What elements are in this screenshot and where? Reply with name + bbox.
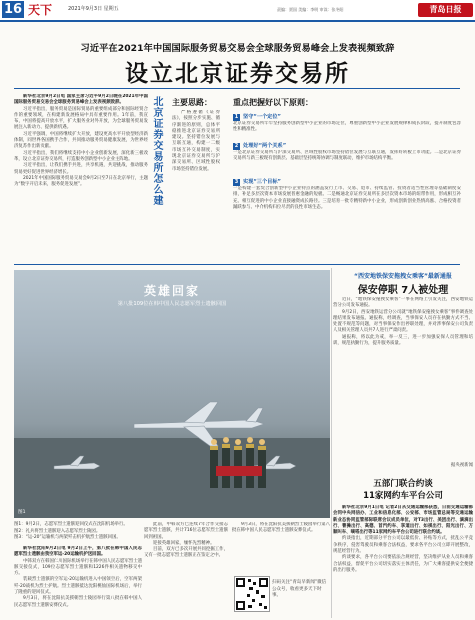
point-title: 坚守“一个定位” [243,114,281,120]
qr-code[interactable] [234,576,270,612]
point-title: 实现“三个目标” [243,179,281,185]
article-paragraph: 中韩双方在韩国仁川国际机场举行在韩中国人民志愿军烈士遗骸交接仪式，109位志愿军烈士遗骸和1226件相关遗物移交中方。 [14,558,142,577]
main-headline: 设立北京证券交易所 [125,60,350,87]
article-byline: 据央视新闻 [451,463,473,468]
photo-title: 英雄回家 [143,284,200,298]
heroes-article-body-cont [144,522,228,616]
article-paragraph: 9月2日，西安地铁运营分公司就“地铁保安拖拽女乘客”事件调查处理结果发布通报。通报称，经调查，当事保安人员存在执勤方式不当、处置不规范等问题，对当事保安作出停职处理，并对涉事保安公司负责人及相关管理人员共7人进行严肃问责。 [333,309,473,334]
article-paragraph: 习近平指出，我们将继续支持中小企业创新发展，深化新三板改革，设立北京证券交易所，打造服务创新型中小企业主阵地。 [14,150,148,162]
article-paragraph: 目前，双方已多次开展共同挖掘工作，又有一批志愿军烈士遗骸正在鉴定之中。 [144,547,228,559]
article-paragraph: 习近平强调，中国将继续扩大开放，建设更高水平开放型经济新体制，同世界各国携手合作，共同推动服务贸易健康发展，为世界经济复苏作出新贡献。 [14,131,148,150]
divider [14,264,460,265]
point-text: 一是北京证券交易所与沪深交易所、区域性股权市场坚持错位发展与互联互通，发挥好转板上市功能。二是北京证券交易所与新三板现有创新层、基础层坚持统筹协调与制度联动，维护市场结构平衡。 [233,150,461,162]
article-paragraph: 9月3日，将在沈阳抗美援朝烈士陵园举行第八批在韩中国人民志愿军烈士遗骸安葬仪式。 [232,522,330,534]
key-points-title: 重点把握好以下原则： [233,98,313,107]
column-divider [331,268,332,618]
news-photo [14,270,330,518]
headline-line: 五部门联合约谈 11家网约车平台公司 [363,479,443,501]
key-point-body [233,150,461,176]
main-ideas-text: 严格遵循《证券法》，按照分步实施、循序渐进的原则，总体平稳推进北京证券交易所建设。坚持错位发展与互联互通，构建一二级市场互补交易制度，实现北京证券交易所与沪深交易所、区域性股权市场坚持错位发展。 [172,110,220,172]
article-lead: 新华社北京9月2日电 国家主席习近平9月2日晚在2021年中国国际服务贸易交易会全球服务贸易峰会上发表视频致辞。 [14,94,148,106]
photo-label: 图1 [18,510,26,515]
point-title: 处理好“两个关系” [243,143,287,149]
point-number: 1 [234,114,239,120]
article-paragraph: 习近平指出，让我们携手共进，共享机遇，共迎挑战，推动服务贸易更好促进世界经济增长。 [14,163,148,175]
caption-line: 图3：“运-20”运输机与两架歼击机护航烈士遗骸回国。 [14,535,121,540]
key-point-heading [233,113,281,121]
article-paragraph: 新华社北京9月1日电 记者2日从交通运输部获悉，日前交通运输部会同中央网信办、工业和信息化部、公安部、市场监管总局等交通运输新业态协同监管部际联席会议成员单位，对T3出行、美团出行、滴滴出行、曹操出行、高德、首汽约车、享道出行、如祺出行、阳光出行、万顺叫车、嘀嗒出行等11家网约车平台公司进行联合约谈。 [333,505,473,536]
article-paragraph: 习近平指出，服务贸易是国际贸易的重要组成部分和国际经贸合作的重要领域，在构建新发展格局中具有重要作用。1年前，我宣布，中国将提高开放水平，扩大服务业对外开放，为全球服务贸易发展注入新动力、提供新机遇。 [14,106,148,131]
article-lead: 新华社沈阳9月2日电 9月2日上午，第八批在韩中国人民志愿军烈士遗骸由我空军运-20运输机护送回国。 [14,546,142,558]
point-text: 一是构建一套契合创新型中小企业特点的涵盖发行上市、交易、退市、持续监管、投资者适当性管理等基础制度安排，补足多层次资本市场发展普惠金融的短板。二是畅通北京证券交易所在多层次资本市场的纽带作用，形成相互补充、相互促进的中小企业直接融资成长路径。三是培育一批专精特新中小企业，形成创新创业热情高涨、合格投资者踊跃参与、中介机构归位尽责的良性市场生态。 [233,186,461,210]
point-text: 北京证券交易所牢牢坚持服务创新型中小企业的市场定位，尊重创新型中小企业发展规律和成长阶段，提升制度包容性和精准性。 [233,121,461,133]
editor-credits: 责编：贾国 美编：李明 审读：张冬阳 [277,7,344,12]
article-headline [333,478,473,502]
article-headline: 保安停职 7人被处理 [357,285,449,296]
key-point-heading [233,142,286,150]
point-number: 3 [234,179,239,185]
article-paragraph: 约谈指出，近期部分平台公司以最低价、补贴等方式，扰乱公平竞争秩序，侵害驾驶员和乘客合法权益，要求各平台公司立即开展整改，规范经营行为。 [333,536,473,555]
qr-caption: 扫码关注“青岛早新闻”微信公众号，收看更多天下时事。 [272,580,327,598]
article-kicker: “西安地铁保安拖拽女乘客”最新通报 [354,273,452,280]
article-paragraph: 近日，“地铁保安拖拽女乘客”一事在网络上引发关注，西安地铁运营分公司发布通报。 [333,297,473,309]
aircraft-and-honor-guard-illustration [14,270,330,518]
point-number: 2 [234,143,239,149]
article-paragraph: 此前，中韩双方已连续7年合作交接志愿军烈士遗骸，共计716位志愿军烈士遗骸回到祖国。 [144,522,228,540]
caption-line: 图2：礼兵将烈士遗骸迎入志愿军烈士陵园。 [14,528,101,534]
article-paragraph: 2021年中国国际服务贸易交易会9月2日至7日在北京举行，主题为“数字开启未来，服务促进发展”。 [14,175,148,188]
photo-subtitle: 第八批109位在韩中国人民志愿军烈士遗骸回国 [117,301,227,307]
main-article-body [14,94,148,260]
caption-line: 图1：9月2日，志愿军烈士遗骸迎回仪式在沈阳机场举行。 [14,522,128,527]
key-point-heading [233,178,281,186]
divider [14,88,460,89]
article-paragraph: 迎接英雄回家，缅怀先烈精神。 [153,540,215,546]
article-paragraph: 约谈要求，各平台公司要依法合规经营，坚决维护从业人员和乘客合法权益，督促平台公司切实落实主体责任，为广大乘客提供安全便捷的出行服务。 [333,555,473,573]
page-number: 16 [3,2,23,17]
key-point-body [233,186,461,260]
issue-date: 2021年9月3日 星期五 [68,6,119,12]
ride-hailing-article-body [333,505,473,617]
section-name: 天下 [28,3,53,17]
headline-kicker: 习近平在2021年中国国际服务贸易交易会全球服务贸易峰会上发表视频致辞 [80,43,395,54]
qr-code-icon [235,577,269,611]
article-paragraph: 通报称，将以此为戒，举一反三，进一步加强安保人员管理和培训，规范执勤行为，提升服务质量。 [333,334,473,347]
main-ideas-body [172,110,220,260]
sidebar-vertical-title: 北京证券交易所怎么建 [151,96,162,206]
article-paragraph: 9月3日，将在沈阳抗美援朝烈士陵园举行第八批在韩中国人民志愿军烈士遗骸安葬仪式。 [14,596,142,608]
metro-article-body [333,297,473,462]
newspaper-logo: 青岛日报 [418,3,473,17]
heroes-article-body-cont2 [232,522,330,572]
main-ideas-title: 主要思路： [172,98,212,107]
heroes-article-body [14,546,142,618]
key-point-body [233,121,461,141]
article-paragraph: 装载烈士遗骸的空军运-20运输机进入中国领空后，空军两架歼-20战机为烈士护航。烈士遗骸抵达沈阳桃仙国际机场后，举行了隆重的迎回仪式。 [14,577,142,596]
